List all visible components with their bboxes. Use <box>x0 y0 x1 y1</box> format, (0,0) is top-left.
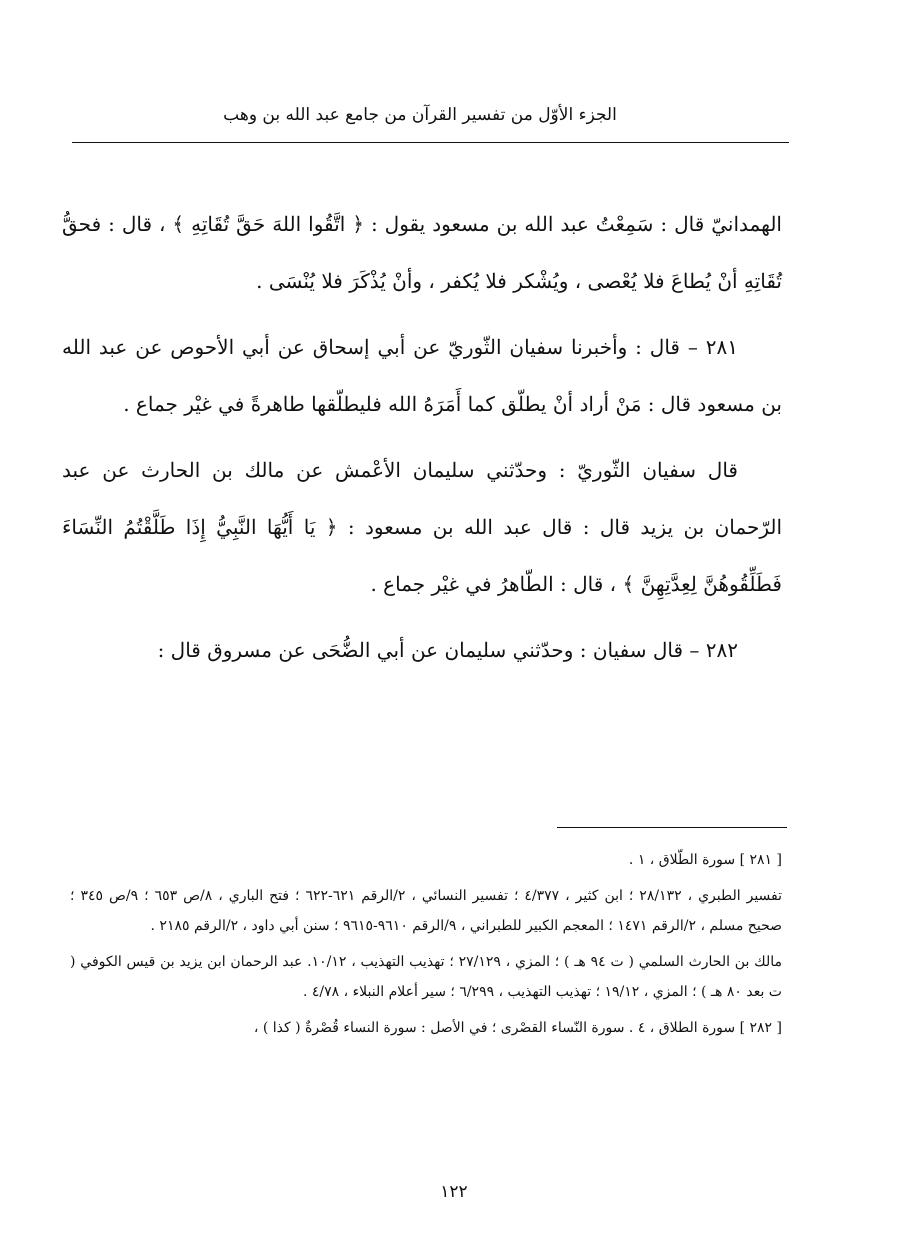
header-divider <box>72 142 789 143</box>
page-number: ١٢٢ <box>440 1182 468 1202</box>
paragraph-282: ٢٨٢ – قال سفيان : وحدّثني سليمان عن أبي الضُّحَى عن مسروق قال : <box>157 638 738 662</box>
footnote-281-narrators: مالك بن الحارث السلمي ( ت ٩٤ هـ ) ؛ المزي ، ٢٧/١٢٩ ؛ تهذيب التهذيب ، ١٠/١٢. عبد الرحمان ابن يزيد بن قيس الكوفي ( ت بعد ٨٠ هـ ) ؛ المزي ، ١٩/١٢ ؛ تهذيب التهذيب ، ٦/٢٩٩ ؛ سير أعلام النبلاء ، ٤/٧٨ . <box>70 954 782 1000</box>
paragraph-sufyan: قال سفيان الثّوريّ : وحدّثني سليمان الأعْمش عن مالك بن الحارث عن عبد الرّحمان بن يزيد قال : قال عبد الله بن مسعود : ﴿ يَا أَيُّهَا النَّبِيُّ إِذَا طَلَّقْتُمُ النِّسَاءَ فَطَلِّقُوهُنَّ لِعِدَّتِهِنَّ ﴾ ، قال : الطّاهرُ في غيْر جماع . <box>62 458 782 596</box>
footnote-281-verse: [ ٢٨١ ] سورة الطّلاق ، ١ . <box>628 852 782 868</box>
footnote-divider <box>557 827 787 828</box>
footnote-281-sources: تفسير الطبري ، ٢٨/١٣٢ ؛ ابن كثير ، ٤/٣٧٧ ؛ تفسير النسائي ، ٢/الرقم ٦٢١-٦٢٢ ؛ فتح الباري ، ٨/ص ٦٥٣ ؛ ٩/ص ٣٤٥ ؛ صحيح مسلم ، ٢/الرقم ١٤٧١ ؛ المعجم الكبير للطبراني ، ٩/الرقم ٩٦١٠-٩٦١٥ ؛ سنن أبي داود ، ٢/الرقم ٢١٨٥ . <box>70 888 783 934</box>
paragraph-continuation: الهمدانيّ قال : سَمِعْتُ عبد الله بن مسعود يقول : ﴿ اتَّقُوا اللهَ حَقَّ تُقَاتِهِ ﴾ ، قال : فحقُّ تُقَاتِهِ أنْ يُطاعَ فلا يُعْصى ، ويُشْكر فلا يُكفر ، وأنْ يُذْكَرَ فلا يُنْسَى . <box>62 212 782 293</box>
paragraph-281: ٢٨١ – قال : وأخبرنا سفيان الثّوريّ عن أبي إسحاق عن أبي الأحوص عن عبد الله بن مسعود قال : مَنْ أراد أنْ يطلّق كما أَمَرَهُ الله فليطلّقها طاهرةً في غيْر جماع . <box>62 335 782 416</box>
main-text <box>62 196 782 688</box>
footnotes <box>70 845 782 1049</box>
running-header: الجزء الأوّل من تفسير القرآن من جامع عبد الله بن وهب <box>223 105 617 125</box>
footnote-282-verse: [ ٢٨٢ ] سورة الطلاق ، ٤ . سورة النّساء القصْرى ؛ في الأصل : سورة النساء قُصْرةٌ ( كذا ) ، <box>253 1020 782 1036</box>
